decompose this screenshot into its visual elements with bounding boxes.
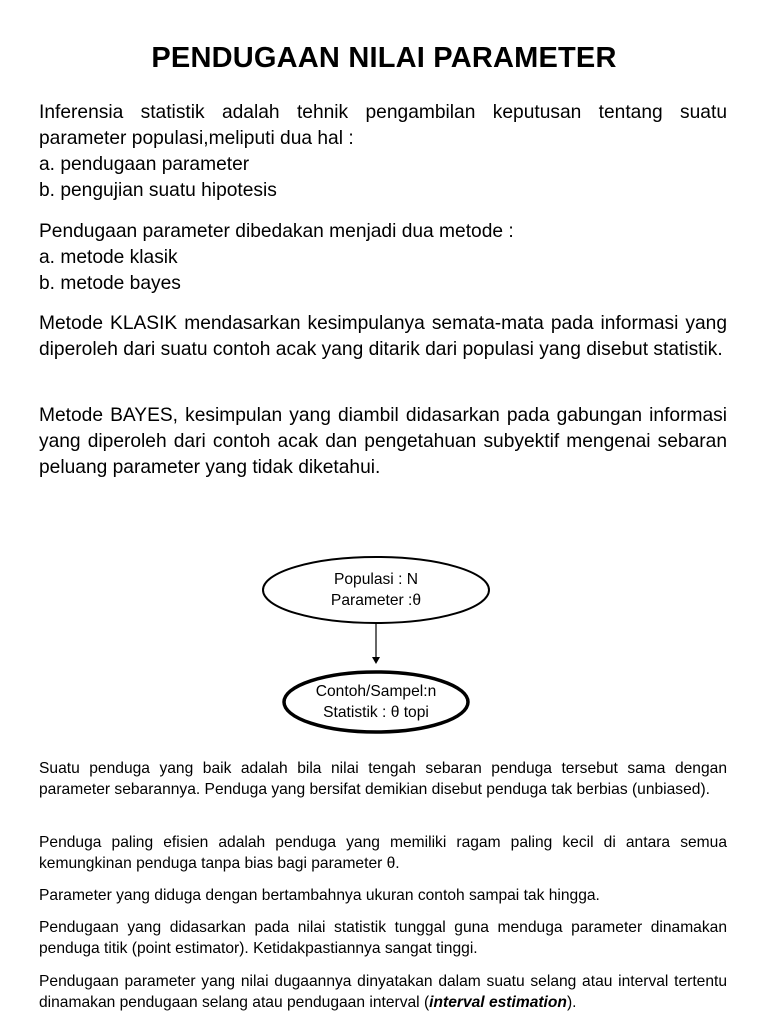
sample-node-label — [276, 681, 476, 723]
statistic-label: Statistik : θ topi — [323, 704, 429, 721]
method-item: b. metode bayes — [39, 273, 181, 294]
bayes-paragraph: Metode BAYES, kesimpulan yang diambil didasarkan pada gabungan informasi yang diperoleh dari contoh acak dan pengetahuan subyektif mengenai sebaran peluang parameter yang tidak diketahui. — [39, 405, 727, 478]
interval-emphasis: interval estimation — [429, 994, 567, 1011]
page-title: PENDUGAAN NILAI PARAMETER — [151, 42, 617, 74]
note-efficient: Penduga paling efisien adalah penduga yang memiliki ragam paling kecil di antara semua kemungkinan penduga tanpa bias bagi parameter θ. — [39, 834, 727, 872]
population-sample-diagram — [0, 540, 768, 740]
methods-text: Pendugaan parameter dibedakan menjadi dua metode : — [39, 221, 514, 242]
arrow-head — [372, 657, 380, 664]
note-interval-estimator — [39, 971, 727, 1013]
note-point-estimator: Pendugaan yang didasarkan pada nilai statistik tunggal guna menduga parameter dinamakan penduga titik (point estimator). Ketidakpastiannya sangat tinggi. — [39, 919, 727, 957]
note-unbiased: Suatu penduga yang baik adalah bila nilai tengah sebaran penduga tersebut sama dengan parameter sebarannya. Penduga yang bersifat demikian disebut penduga tak berbias (unbiased). — [39, 760, 727, 798]
intro-item: b. pengujian suatu hipotesis — [39, 180, 277, 201]
method-item: a. metode klasik — [39, 247, 178, 268]
parameter-label: Parameter :θ — [330, 592, 422, 609]
interval-closing: ). — [566, 994, 577, 1011]
intro-text: Inferensia statistik adalah tehnik pengambilan keputusan tentang suatu parameter populasi,meliputi dua hal : — [39, 102, 727, 149]
intro-paragraph — [39, 100, 727, 204]
population-label: Populasi : N — [333, 571, 419, 588]
methods-paragraph — [39, 219, 727, 297]
note-consistent: Parameter yang diduga dengan bertambahnya ukuran contoh sampai tak hingga. — [39, 887, 600, 904]
klasik-paragraph: Metode KLASIK mendasarkan kesimpulanya semata-mata pada informasi yang diperoleh dari suatu contoh acak yang ditarik dari populasi yang disebut statistik. — [39, 313, 727, 360]
population-node-label — [276, 569, 476, 611]
sample-label: Contoh/Sampel:n — [315, 683, 437, 700]
interval-text: Pendugaan parameter yang nilai dugaannya dinyatakan dalam suatu selang atau interval tertentu dinamakan pendugaan selang atau pendugaan interval ( — [39, 973, 727, 1011]
intro-item: a. pendugaan parameter — [39, 154, 250, 175]
